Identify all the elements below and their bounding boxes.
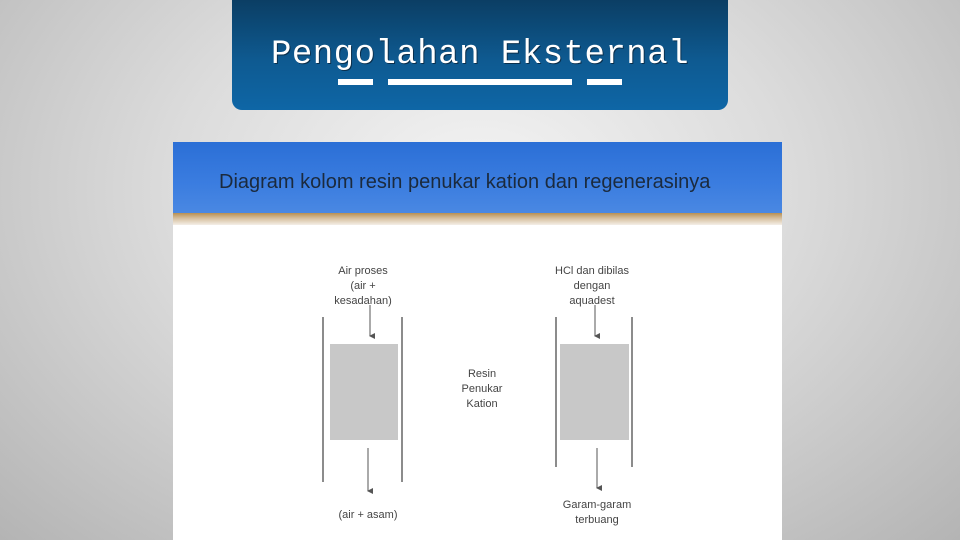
column-diagram	[173, 142, 782, 540]
right-resin-bed	[560, 344, 629, 440]
title-underline-dash-1	[338, 79, 373, 85]
resin-label: Resin Penukar Kation	[461, 368, 503, 410]
left-output-label: (air + asam)	[338, 509, 398, 521]
left-resin-bed	[330, 344, 398, 440]
title-banner	[232, 0, 728, 110]
diagram-image	[173, 142, 782, 540]
right-output-label: Garam-garam terbuang	[562, 499, 632, 526]
left-input-label: Air proses (air + kesadahan)	[334, 265, 392, 307]
right-input-label: HCl dan dibilas dengan aquadest	[555, 265, 629, 307]
diagram-title: Diagram kolom resin penukar kation dan regenerasinya	[219, 171, 711, 193]
title-underline-dash-3	[587, 79, 622, 85]
title-underline-dash-2	[388, 79, 572, 85]
slide-title: Pengolahan Eksternal	[270, 36, 690, 74]
